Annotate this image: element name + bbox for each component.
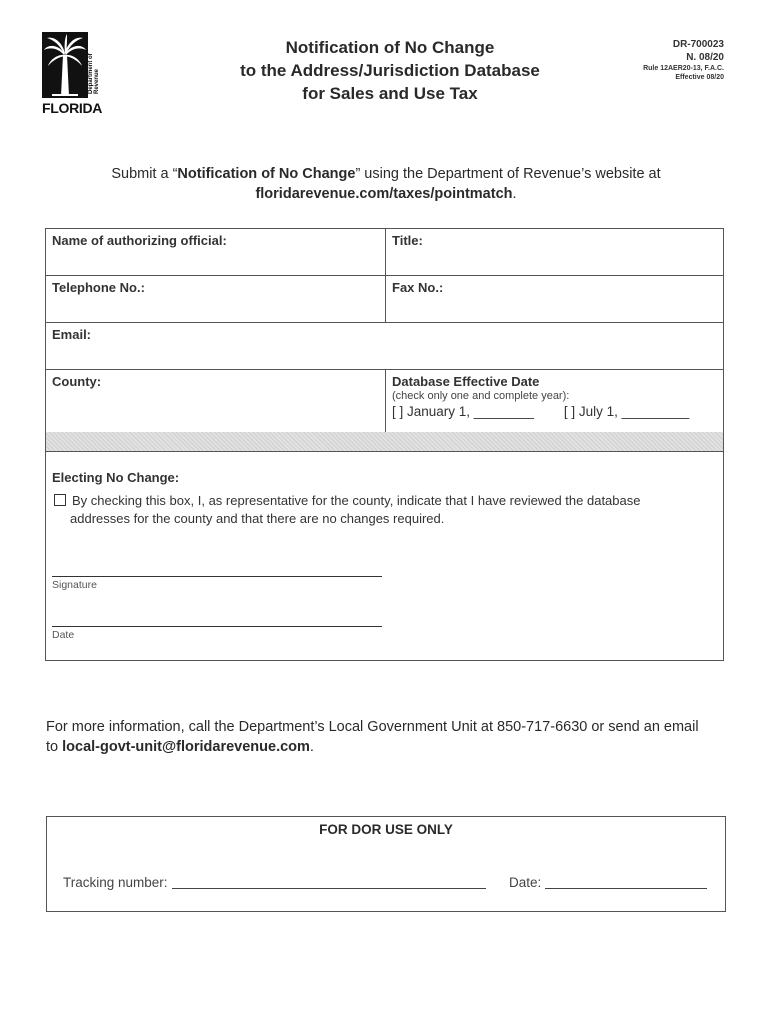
telephone-field[interactable] [46, 276, 385, 322]
more-info-line-1: For more information, call the Department’s Local Government Unit at 850-717-6630 or send an email [46, 719, 699, 735]
electing-label: Electing No Change: [52, 470, 180, 485]
tracking-number-label: Tracking number: [63, 875, 168, 890]
form-revision: N. 08/20 [686, 52, 724, 63]
intro-middle: ” using the Department of Revenue’s website at [355, 166, 661, 182]
logo-department-text: Department of Revenue [88, 53, 100, 94]
form-number-block [643, 38, 724, 82]
title-label: Title: [392, 233, 423, 248]
email-field[interactable] [46, 323, 723, 369]
title-field[interactable] [385, 229, 723, 275]
signature-line[interactable] [52, 576, 382, 577]
dor-use-title: FOR DOR USE ONLY [319, 822, 453, 837]
more-info-suffix: . [309, 739, 314, 755]
county-field[interactable] [46, 370, 385, 432]
telephone-label: Telephone No.: [52, 280, 145, 295]
row-name-title [46, 229, 723, 276]
form-effective: Effective 08/20 [675, 74, 724, 81]
option-july-1[interactable]: [ ] July 1, _________ [563, 404, 690, 419]
fax-label: Fax No.: [392, 280, 444, 295]
dor-date-field[interactable] [509, 875, 707, 890]
shaded-divider [46, 432, 723, 452]
tracking-number-line[interactable] [172, 876, 486, 889]
form-number: DR-700023 [672, 39, 724, 50]
row-phone-fax [46, 276, 723, 323]
contact-email-link[interactable]: local-govt-unit@floridarevenue.com [62, 739, 310, 755]
row-email [46, 323, 723, 370]
signature-label: Signature [52, 579, 97, 591]
title-line-3: for Sales and Use Tax [302, 84, 478, 103]
checkbox-text-line-2: addresses for the county and that there are no changes required. [70, 511, 445, 526]
intro-text [46, 164, 726, 204]
date-line[interactable] [52, 626, 382, 627]
row-county-date [46, 370, 723, 432]
tracking-number-field[interactable] [63, 875, 486, 890]
checkbox-text-line-1: By checking this box, I, as representative for the county, indicate that I have reviewed the database [72, 493, 641, 508]
intro-prefix: Submit a “ [111, 166, 178, 182]
more-info-text [46, 717, 736, 757]
florida-logo [42, 32, 104, 120]
db-date-hint: (check only one and complete year): [392, 390, 570, 402]
intro-url-link[interactable]: floridarevenue.com/taxes/pointmatch [255, 186, 513, 202]
county-label: County: [52, 374, 102, 389]
intro-suffix: . [512, 186, 517, 202]
email-label: Email: [52, 327, 92, 342]
palm-tree-icon [42, 32, 88, 98]
title-line-1: Notification of No Change [285, 38, 495, 57]
date-label: Date [52, 629, 75, 641]
name-field[interactable] [46, 229, 385, 275]
dor-date-label: Date: [509, 875, 542, 890]
intro-bold-phrase: Notification of No Change [177, 166, 356, 182]
title-line-2: to the Address/Jurisdiction Database [240, 61, 540, 80]
form-rule: Rule 12AER20-13, F.A.C. [643, 65, 724, 72]
logo-text: FLORIDA [42, 100, 103, 116]
name-label: Name of authorizing official: [52, 233, 227, 248]
fax-field[interactable] [385, 276, 723, 322]
db-date-label: Database Effective Date [392, 374, 540, 389]
form-title [190, 36, 590, 105]
dor-use-only-box [46, 816, 726, 912]
dor-date-line[interactable] [545, 876, 707, 889]
no-change-checkbox[interactable] [54, 494, 66, 506]
option-january-1[interactable]: [ ] January 1, ________ [392, 404, 534, 419]
main-form [45, 228, 724, 661]
database-effective-date [385, 370, 723, 432]
no-change-checkbox-row [54, 492, 654, 528]
more-info-to: to [46, 739, 63, 755]
